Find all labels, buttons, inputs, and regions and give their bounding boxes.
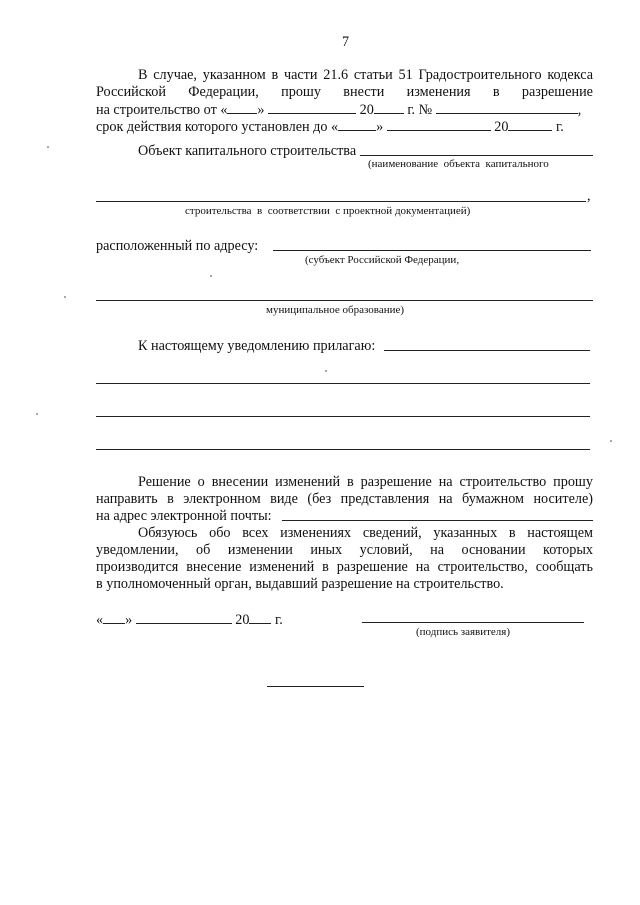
permit-number-field[interactable] <box>436 101 578 114</box>
word: разрешение <box>360 474 432 490</box>
attachment-field-3[interactable] <box>96 416 590 417</box>
word: внесении <box>211 474 269 490</box>
word: иных <box>310 542 343 558</box>
scan-speck <box>210 275 212 277</box>
sign-year-prefix: 20 <box>235 612 250 628</box>
word: на <box>430 542 445 558</box>
word: сведений, <box>362 525 422 541</box>
object-name-field[interactable] <box>360 155 593 156</box>
word: виде <box>270 491 298 507</box>
sign-quote-open: « <box>96 612 104 628</box>
word: 51 <box>398 67 413 83</box>
word: об <box>196 542 211 558</box>
sign-month-field[interactable] <box>136 611 232 624</box>
expiry-year-suffix: г. <box>556 119 564 135</box>
word: уведомлении, <box>96 542 179 558</box>
permit-date-prefix: на строительство от « <box>96 102 228 118</box>
word: изменений <box>275 474 341 490</box>
word: в <box>271 67 279 83</box>
word: направить <box>96 491 158 507</box>
word: случае, <box>153 67 197 83</box>
word: представления <box>340 491 430 507</box>
permit-year-prefix: 20 <box>359 102 374 118</box>
permit-year-field[interactable] <box>374 101 404 114</box>
word: бумажном <box>462 491 524 507</box>
word: В <box>138 67 148 83</box>
obligation-line-3 <box>96 559 593 576</box>
word: изменения <box>406 84 471 100</box>
word: о <box>197 474 205 490</box>
attachment-field-1[interactable] <box>384 350 590 351</box>
word: изменении <box>227 542 293 558</box>
obligation-line-2 <box>96 542 593 559</box>
word: указанных <box>433 525 498 541</box>
obligation-line-4: в уполномоченный орган, выдавший разрешение на строительство. <box>96 576 504 592</box>
permit-number-comma: , <box>577 102 582 118</box>
sign-year-suffix: г. <box>275 612 283 628</box>
word: основании <box>461 542 526 558</box>
closing-divider <box>267 686 364 687</box>
permit-day-quote-close: » <box>257 102 265 118</box>
word: в <box>347 474 354 490</box>
scan-speck <box>610 440 612 442</box>
decision-line-2 <box>96 491 593 508</box>
word: на <box>415 559 430 575</box>
word: Обязуюсь <box>138 525 198 541</box>
word: внести <box>343 84 385 100</box>
word: 21.6 <box>323 67 349 83</box>
sign-year-field[interactable] <box>249 611 271 624</box>
word: прошу <box>553 474 593 490</box>
attachment-field-2[interactable] <box>96 383 590 384</box>
word: разрешение <box>521 84 593 100</box>
signature-date <box>96 611 283 629</box>
paragraph-1-line-3 <box>96 101 581 119</box>
word: Решение <box>138 474 191 490</box>
expiry-day-field[interactable] <box>338 118 376 131</box>
word: на <box>438 474 453 490</box>
expiry-day-quote-close: » <box>376 119 384 135</box>
object-hint-2: строительства в соответствии с проектной документацией) <box>185 205 471 217</box>
word: настоящем <box>527 525 593 541</box>
word: кодекса <box>547 67 593 83</box>
word: производится <box>96 559 179 575</box>
word: сообщать <box>535 559 593 575</box>
word: в <box>322 559 329 575</box>
expiry-month-field[interactable] <box>387 118 491 131</box>
word: статьи <box>353 67 393 83</box>
word: изменений <box>249 559 315 575</box>
word: всех <box>242 525 269 541</box>
word: строительство <box>459 474 547 490</box>
address-subject-hint: (субъект Российской Федерации, <box>305 254 460 266</box>
scan-speck <box>325 370 327 372</box>
scan-speck <box>47 146 49 148</box>
object-label: Объект капитального строительства <box>138 143 357 159</box>
word: на <box>438 491 453 507</box>
address-subject-field[interactable] <box>273 250 591 251</box>
attachment-field-4[interactable] <box>96 449 590 450</box>
word: в <box>492 84 500 100</box>
email-label: на адрес электронной почты: <box>96 508 272 524</box>
sign-quote-close: » <box>125 612 133 628</box>
obligation-line-1 <box>138 525 593 542</box>
word: которых <box>543 542 593 558</box>
signature-field[interactable] <box>362 622 584 623</box>
address-municipal-hint: муниципальное образование) <box>266 304 405 316</box>
paragraph-1-line-4 <box>96 118 564 136</box>
permit-day-field[interactable] <box>227 101 257 114</box>
object-hint-1: (наименование объекта капитального <box>368 158 549 170</box>
word: Градостроительного <box>418 67 542 83</box>
word: части <box>283 67 318 83</box>
email-field[interactable] <box>282 520 593 521</box>
signature-hint: (подпись заявителя) <box>416 626 511 638</box>
object-name-field-2[interactable] <box>96 201 586 202</box>
word: в <box>167 491 174 507</box>
paragraph-1-line-2 <box>96 84 593 101</box>
word: внесение <box>186 559 242 575</box>
word: разрешение <box>336 559 408 575</box>
word: обо <box>209 525 231 541</box>
address-municipal-field[interactable] <box>96 300 593 301</box>
expiry-date-prefix: срок действия которого установлен до « <box>96 119 339 135</box>
sign-day-field[interactable] <box>103 611 125 624</box>
expiry-year-field[interactable] <box>508 118 552 131</box>
object-trailing-comma: , <box>587 188 591 204</box>
word: изменениях <box>280 525 352 541</box>
word: электронном <box>183 491 261 507</box>
attachment-label: К настоящему уведомлению прилагаю: <box>138 338 376 354</box>
scan-speck <box>36 413 38 415</box>
word: носителе) <box>533 491 593 507</box>
word: (без <box>307 491 332 507</box>
word: Российской <box>96 84 166 100</box>
permit-month-field[interactable] <box>268 101 356 114</box>
word: в <box>508 525 516 541</box>
paragraph-1-line-1 <box>138 67 593 84</box>
word: Федерации, <box>188 84 259 100</box>
word: условий, <box>359 542 413 558</box>
decision-line-1 <box>138 474 593 491</box>
permit-number-label: г. № <box>407 102 433 118</box>
word: прошу <box>281 84 321 100</box>
scan-speck <box>64 296 66 298</box>
address-label: расположенный по адресу: <box>96 238 259 254</box>
expiry-year-prefix: 20 <box>494 119 509 135</box>
word: указанном <box>202 67 266 83</box>
page-number: 7 <box>342 34 350 50</box>
word: строительство, <box>437 559 528 575</box>
